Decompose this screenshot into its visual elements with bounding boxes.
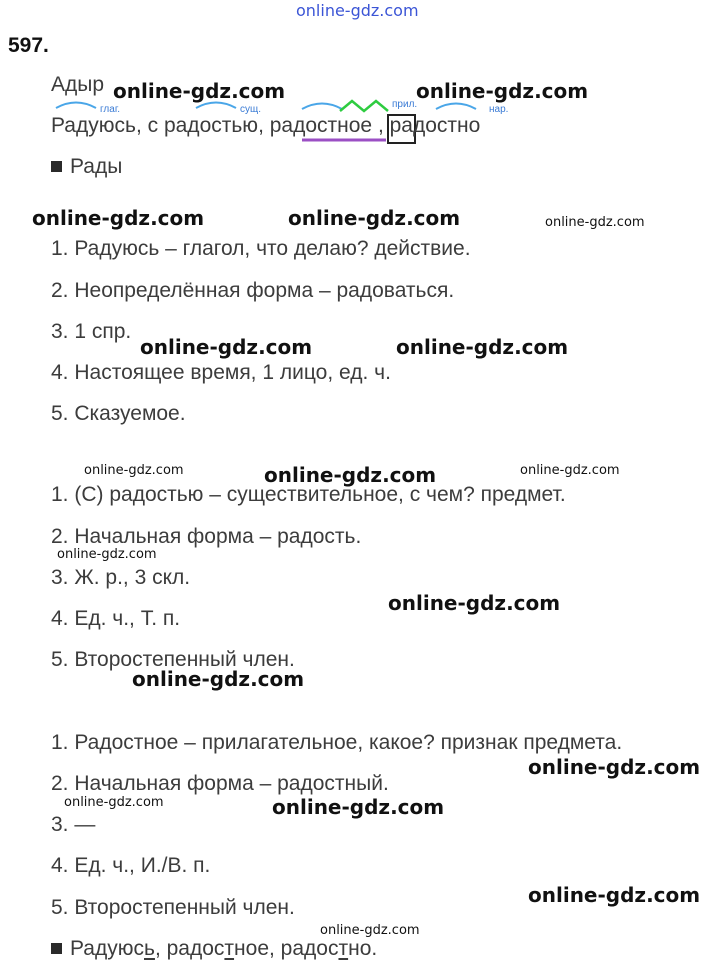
final-line: Радуюсь, радостное, радостно.: [51, 937, 377, 961]
watermark: online-gdz.com: [416, 79, 589, 103]
watermark: online-gdz.com: [113, 79, 286, 103]
watermark-top: online-gdz.com: [296, 1, 419, 20]
word-raduyus: Радуюсь: [51, 114, 136, 137]
suffix-zigzag: [340, 101, 388, 111]
s2-line-2: 2. Начальная форма – радость.: [51, 525, 362, 548]
task-number: 597.: [8, 34, 49, 57]
root-arc-4: [436, 104, 476, 110]
watermark: online-gdz.com: [396, 335, 569, 359]
root-arc-1: [56, 103, 96, 109]
word-radostnoe-ending: ое: [348, 114, 373, 137]
root-arc-2: [196, 103, 236, 109]
s3-line-3: 3. —: [51, 813, 96, 836]
watermark: online-gdz.com: [32, 206, 205, 230]
watermark: online-gdz.com: [264, 463, 437, 487]
pos-label-adv: нар.: [489, 104, 509, 115]
s2-line-3: 3. Ж. р., 3 скл.: [51, 566, 191, 589]
word-radostyu: радостью: [163, 114, 259, 137]
word-radostno: радостно: [389, 114, 481, 137]
watermark: online-gdz.com: [84, 463, 184, 478]
bullet-icon: [51, 943, 62, 954]
watermark: online-gdz.com: [528, 883, 701, 907]
s3-line-1: 1. Радостное – прилагательное, какое? признак предмета.: [51, 731, 623, 754]
watermark: online-gdz.com: [320, 923, 420, 938]
s1-line-5: 5. Сказуемое.: [51, 402, 186, 425]
s1-line-3: 3. 1 спр.: [51, 320, 132, 343]
watermark: online-gdz.com: [528, 755, 701, 779]
s3-line-2: 2. Начальная форма – радостный.: [51, 772, 389, 795]
pos-label-verb: глаг.: [100, 104, 121, 115]
word-radostnoe-stem: радостн: [269, 114, 349, 137]
watermark: online-gdz.com: [57, 547, 157, 562]
s2-line-1: 1. (С) радостью – существительное, с чем? предмет.: [51, 483, 566, 506]
watermark: online-gdz.com: [64, 795, 164, 810]
pos-label-adj: прил.: [392, 99, 418, 110]
header-word: Адыр: [51, 73, 105, 96]
s3-line-4: 4. Ед. ч., И./В. п.: [51, 854, 211, 877]
s1-line-2: 2. Неопределённая форма – радоваться.: [51, 279, 455, 302]
s2-line-5: 5. Второстепенный член.: [51, 648, 295, 671]
pos-label-noun: сущ.: [240, 104, 262, 115]
rady-line: Рады: [51, 155, 122, 179]
watermark: online-gdz.com: [288, 206, 461, 230]
watermark: online-gdz.com: [132, 667, 305, 691]
watermark: online-gdz.com: [520, 463, 620, 478]
parsed-sentence: Радуюсь, с радостью, радостное , радостно: [51, 114, 481, 137]
s1-line-4: 4. Настоящее время, 1 лицо, ед. ч.: [51, 361, 391, 384]
s2-line-4: 4. Ед. ч., Т. п.: [51, 607, 181, 630]
root-arc-3: [302, 104, 342, 110]
watermark: online-gdz.com: [545, 215, 645, 230]
s3-line-5: 5. Второстепенный член.: [51, 896, 295, 919]
bullet-icon: [51, 161, 62, 172]
watermark: online-gdz.com: [272, 795, 445, 819]
s1-line-1: 1. Радуюсь – глагол, что делаю? действие.: [51, 237, 471, 260]
watermark: online-gdz.com: [140, 335, 313, 359]
watermark: online-gdz.com: [388, 591, 561, 615]
